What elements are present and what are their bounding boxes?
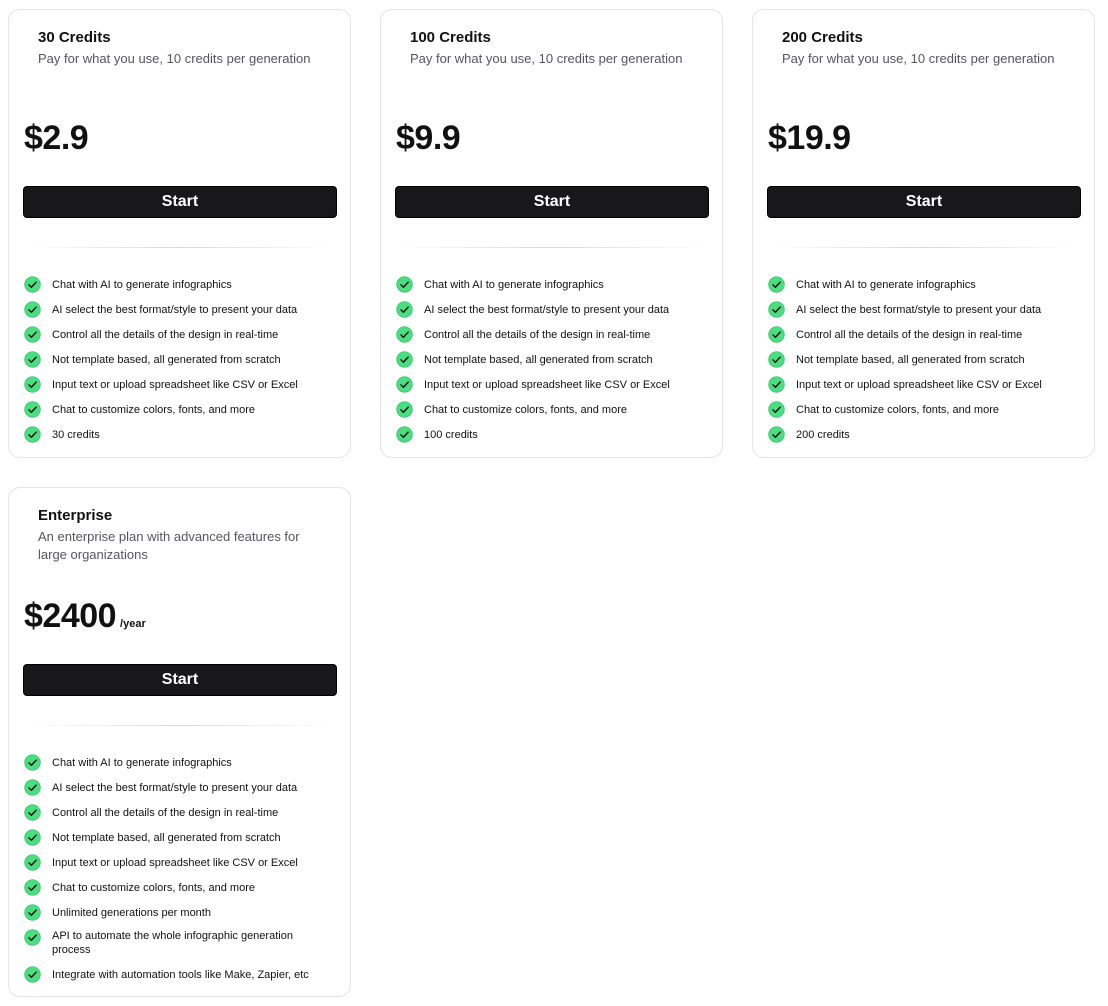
feature-text: 200 credits <box>796 429 850 441</box>
feature-item <box>396 301 701 326</box>
plan-card-30-credits <box>8 9 351 458</box>
feature-item <box>396 376 701 401</box>
check-circle-icon <box>24 426 41 443</box>
check-circle-icon <box>768 326 785 343</box>
feature-text: Control all the details of the design in real-time <box>796 329 1023 341</box>
feature-item <box>24 376 329 401</box>
plan-price: $2400 <box>24 597 117 635</box>
feature-item <box>24 301 329 326</box>
check-circle-icon <box>768 301 785 318</box>
check-circle-icon <box>24 401 41 418</box>
plan-title: 100 Credits <box>410 29 491 46</box>
feature-text: AI select the best format/style to present your data <box>52 782 298 794</box>
feature-item <box>24 829 329 854</box>
check-circle-icon <box>24 829 41 846</box>
feature-item <box>768 376 1073 401</box>
feature-text: Chat to customize colors, fonts, and more <box>796 404 999 416</box>
feature-item <box>24 966 329 991</box>
feature-text: AI select the best format/style to present your data <box>52 304 298 316</box>
feature-text: Unlimited generations per month <box>52 907 211 919</box>
start-button[interactable]: Start <box>767 186 1081 218</box>
check-circle-icon <box>24 804 41 821</box>
plan-price: $19.9 <box>768 119 851 157</box>
check-circle-icon <box>24 966 41 983</box>
feature-item <box>396 276 701 301</box>
plan-price: $2.9 <box>24 119 89 157</box>
feature-text: Not template based, all generated from scratch <box>52 832 281 844</box>
feature-item <box>396 326 701 351</box>
check-circle-icon <box>24 854 41 871</box>
check-circle-icon <box>24 351 41 368</box>
check-circle-icon <box>396 376 413 393</box>
plan-card-100-credits <box>380 9 723 458</box>
feature-text: Chat to customize colors, fonts, and more <box>52 404 255 416</box>
check-circle-icon <box>396 351 413 368</box>
feature-text: Not template based, all generated from scratch <box>796 354 1025 366</box>
feature-item <box>396 401 701 426</box>
plan-price: $9.9 <box>396 119 461 157</box>
feature-text: Chat to customize colors, fonts, and more <box>52 882 255 894</box>
feature-text: Input text or upload spreadsheet like CSV or Excel <box>424 379 670 391</box>
price-period: /year <box>120 618 146 630</box>
feature-item <box>24 754 329 779</box>
price-row <box>768 118 851 158</box>
feature-item <box>768 326 1073 351</box>
divider <box>23 247 337 248</box>
feature-item <box>24 401 329 426</box>
feature-text: Control all the details of the design in real-time <box>424 329 651 341</box>
check-circle-icon <box>24 301 41 318</box>
check-circle-icon <box>396 276 413 293</box>
check-circle-icon <box>396 326 413 343</box>
check-circle-icon <box>768 426 785 443</box>
feature-text: Control all the details of the design in real-time <box>52 807 279 819</box>
feature-item <box>24 879 329 904</box>
feature-item <box>24 326 329 351</box>
check-circle-icon <box>24 929 41 946</box>
plan-title: Enterprise <box>38 507 113 524</box>
check-circle-icon <box>396 426 413 443</box>
check-circle-icon <box>24 754 41 771</box>
feature-list <box>396 276 701 451</box>
feature-list <box>24 754 329 991</box>
feature-item <box>768 426 1073 451</box>
feature-item <box>768 401 1073 426</box>
plan-title: 200 Credits <box>782 29 863 46</box>
plan-card-enterprise <box>8 487 351 997</box>
feature-text: 30 credits <box>52 429 100 441</box>
check-circle-icon <box>24 904 41 921</box>
feature-text: Chat with AI to generate infographics <box>424 279 604 291</box>
check-circle-icon <box>396 401 413 418</box>
plan-description: Pay for what you use, 10 credits per generation <box>782 51 1055 66</box>
check-circle-icon <box>768 351 785 368</box>
feature-text: Chat with AI to generate infographics <box>796 279 976 291</box>
feature-text: API to automate the whole infographic generation process <box>52 930 293 956</box>
check-circle-icon <box>768 401 785 418</box>
feature-item <box>24 276 329 301</box>
feature-text: Chat with AI to generate infographics <box>52 757 232 769</box>
plan-title: 30 Credits <box>38 29 111 46</box>
feature-item <box>24 929 329 966</box>
feature-item <box>768 276 1073 301</box>
start-button[interactable]: Start <box>23 664 337 696</box>
plan-description: Pay for what you use, 10 credits per generation <box>38 51 311 66</box>
feature-item <box>24 804 329 829</box>
feature-item <box>24 854 329 879</box>
price-row <box>24 596 146 636</box>
plan-description: An enterprise plan with advanced features for large organizations <box>38 529 300 562</box>
start-button[interactable]: Start <box>395 186 709 218</box>
feature-text: AI select the best format/style to present your data <box>796 304 1042 316</box>
feature-item <box>768 301 1073 326</box>
feature-item <box>24 351 329 376</box>
feature-text: Input text or upload spreadsheet like CSV or Excel <box>52 379 298 391</box>
feature-item <box>396 351 701 376</box>
feature-item <box>768 351 1073 376</box>
feature-text: Integrate with automation tools like Make, Zapier, etc <box>52 969 309 981</box>
divider <box>23 725 337 726</box>
feature-list <box>24 276 329 451</box>
feature-text: Chat to customize colors, fonts, and more <box>424 404 627 416</box>
check-circle-icon <box>24 879 41 896</box>
divider <box>767 247 1081 248</box>
price-row <box>396 118 460 158</box>
feature-item <box>396 426 701 451</box>
check-circle-icon <box>768 276 785 293</box>
check-circle-icon <box>768 376 785 393</box>
check-circle-icon <box>24 376 41 393</box>
start-button[interactable]: Start <box>23 186 337 218</box>
feature-item <box>24 779 329 804</box>
price-row <box>24 118 88 158</box>
feature-text: Chat with AI to generate infographics <box>52 279 232 291</box>
feature-text: Input text or upload spreadsheet like CSV or Excel <box>796 379 1042 391</box>
feature-text: Control all the details of the design in real-time <box>52 329 279 341</box>
check-circle-icon <box>24 326 41 343</box>
feature-text: Input text or upload spreadsheet like CSV or Excel <box>52 857 298 869</box>
divider <box>395 247 709 248</box>
plan-card-200-credits <box>752 9 1095 458</box>
feature-item <box>24 904 329 929</box>
feature-text: Not template based, all generated from scratch <box>52 354 281 366</box>
check-circle-icon <box>24 779 41 796</box>
plan-description: Pay for what you use, 10 credits per generation <box>410 51 683 66</box>
feature-text: 100 credits <box>424 429 478 441</box>
check-circle-icon <box>24 276 41 293</box>
feature-text: AI select the best format/style to present your data <box>424 304 670 316</box>
feature-text: Not template based, all generated from scratch <box>424 354 653 366</box>
feature-item <box>24 426 329 451</box>
feature-list <box>768 276 1073 451</box>
check-circle-icon <box>396 301 413 318</box>
